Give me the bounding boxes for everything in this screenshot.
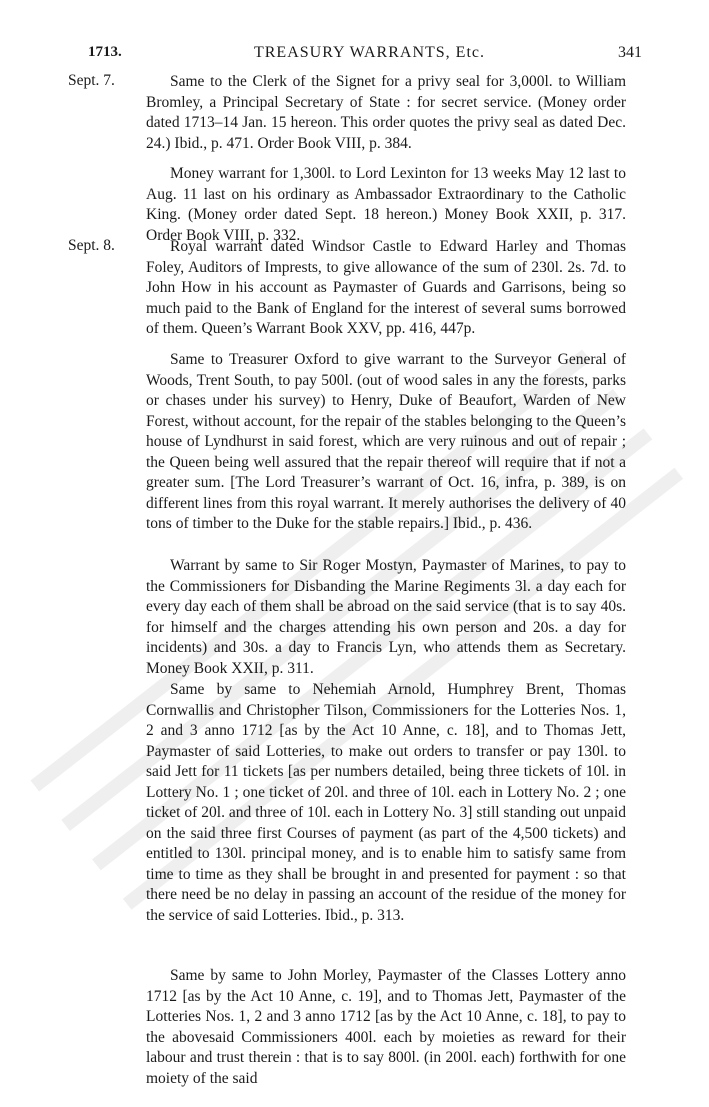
entry-paragraph: Same to Treasurer Oxford to give warrant to the Surveyor General of Woods, Trent South, to pay 500l. (out of wood sales in any the forests, parks or chases under his survey) to Henry, Duke of Beaufort, Warden of New Forest, without account, for the repair of the stables belonging to the Queen’s house of Lyndhurst in said forest, which are very ruinous and out of repair ; the Queen being well assured that the repair thereof will require that if not a greater sum. [The Lord Treasurer’s warrant of Oct. 16, infra, p. 389, is on different lines from this royal warrant. It merely authorises the delivery of 40 tons of timber to the Duke for the stable repairs.] Ibid., p. 436.: [146, 351, 626, 532]
page-number: 341: [618, 44, 642, 61]
entry-paragraph: Royal warrant dated Windsor Castle to Edward Harley and Thomas Foley, Auditors of Imprests, to give allowance of the sum of 230l. 2s. 7d. to John How in his account as Paymaster of Guards and Garrisons, being so much paid to the Bank of England for the interest of several sums borrowed of them. Queen’s Warrant Book XXV, pp. 416, 447p.: [146, 238, 626, 337]
entry-date-sept-7: Sept. 7.: [68, 72, 115, 89]
entry-paragraph: Same to the Clerk of the Signet for a privy seal for 3,000l. to William Bromley, a Principal Secretary of State : for secret service. (Money order dated 1713–14 Jan. 15 hereon. This order quotes the privy seal as dated Dec. 24.) Ibid., p. 471. Order Book VIII, p. 384.: [146, 73, 626, 152]
entry-paragraph: Warrant by same to Sir Roger Mostyn, Paymaster of Marines, to pay to the Commissioners for Disbanding the Marine Regiments 3l. a day each for every day each of them shall be abroad on the said service (that is to say 40s. for himself and the charges attending his own person and 20s. a day for incidents) and 30s. a day to Francis Lyn, who attends them as Secretary. Money Book XXII, p. 311.: [146, 557, 626, 677]
entry-paragraph: Same by same to John Morley, Paymaster of the Classes Lottery anno 1712 [as by the Act 10 Anne, c. 19], and to Thomas Jett, Paymaster of the Lotteries Nos. 1, 2 and 3 anno 1712 [as by the Act 10 Anne, c. 18], to pay to the abovesaid Commissioners 400l. each by moieties as reward for their labour and trust therein : that is to say 800l. (in 200l. each) forthwith for one moiety of the said: [146, 967, 626, 1087]
entry-paragraph: Money warrant for 1,300l. to Lord Lexinton for 13 weeks May 12 last to Aug. 11 last on his ordinary as Ambassador Extraordinary to the Catholic King. (Money order dated Sept. 18 hereon.) Money Book XXII, p. 317. Order Book VIII, p. 332.: [146, 165, 626, 244]
running-head-year: 1713.: [88, 44, 122, 60]
entry-paragraph: Same by same to Nehemiah Arnold, Humphrey Brent, Thomas Cornwallis and Christopher Tilson, Commissioners for the Lotteries Nos. 1, 2 and 3 anno 1712 [as by the Act 10 Anne, c. 18], and to Thomas Jett, Paymaster of said Lotteries, to make out orders to transfer or pay 130l. to said Jett for 11 tickets [as per numbers detailed, being three tickets of 10l. in Lottery No. 1 ; one ticket of 20l. and three of 10l. each in Lottery No. 2 ; one ticket of 20l. and three of 10l. each in Lottery No. 3] still standing out unpaid on the said three first Courses of payment (as part of the 4,500 tickets) and entitled to 130l. principal money, and is to enable him to satisfy same from time to time as they shall be brought in and presented for payment : so that there need be no delay in passing an account of the residue of the money for the service of said Lotteries. Ibid., p. 313.: [146, 681, 626, 924]
running-head-title: TREASURY WARRANTS, Etc.: [253, 44, 485, 61]
entry-date-sept-8: Sept. 8.: [68, 237, 115, 254]
